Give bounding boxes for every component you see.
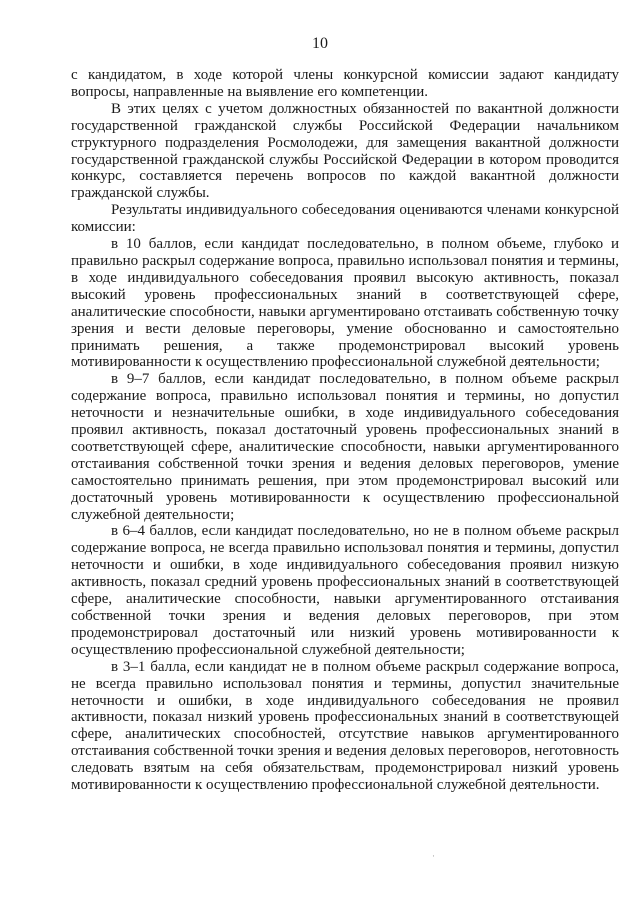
- paragraph-evaluation-intro: Результаты индивидуального собеседования оцениваются членами конкурсной комиссии:: [71, 202, 619, 236]
- paragraph-score-9-7: в 9–7 баллов, если кандидат последовательно, в полном объеме раскрыл содержание вопроса, правильно использовал понятия и термины, но допустил неточности и незначительные ошибки, в ходе индивидуального собеседования проявил активность, показал достаточный уровень профессиональных знаний в соответствующей сфере, аналитические способности, навыки аргументированного отстаивания собственной точки зрения и ведения деловых переговоров, умение самостоятельно принимать решения, при этом продемонстрировал высокий или достаточный уровень мотивированности к осуществлению профессиональной служебной деятельности;: [71, 371, 619, 523]
- document-body: [71, 67, 619, 794]
- paragraph-question-list: В этих целях с учетом должностных обязанностей по вакантной должности государственной гражданской службы Российской Федерации начальником структурного подразделения Росмолодежи, для замещения вакантной должности государственной гражданской службы Российской Федерации в котором проводится конкурс, составляется перечень вопросов по каждой вакантной должности гражданской службы.: [71, 100, 619, 202]
- paragraph-continuation: с кандидатом, в ходе которой члены конкурсной комиссии задают кандидату вопросы, направленные на выявление его компетенции.: [71, 67, 619, 100]
- page-number: 10: [312, 35, 328, 52]
- paragraph-score-10: в 10 баллов, если кандидат последовательно, в полном объеме, глубоко и правильно раскрыл содержание вопроса, правильно использовал понятия и термины, в ходе индивидуального собеседования проявил высокую активность, показал высокий уровень профессиональных знаний в соответствующей сфере, аналитические способности, навыки аргументировано отстаивать собственную точку зрения и вести деловые переговоры, умение обоснованно и самостоятельно принимать решения, а также продемонстрировал высокий уровень мотивированности к осуществлению профессиональной служебной деятельности;: [71, 236, 619, 371]
- scan-artifact: ·: [432, 851, 435, 861]
- paragraph-score-6-4: в 6–4 баллов, если кандидат последовательно, но не в полном объеме раскрыл содержание вопроса, не всегда правильно использовал понятия и термины, допустил неточности и ошибки, в ходе индивидуального собеседования проявил низкую активность, показал средний уровень профессиональных знаний в соответствующей сфере, аналитические способности, навыки аргументированного отстаивания собственной точки зрения и ведения деловых переговоров, при этом продемонстрировал достаточный или низкий уровень мотивированности к осуществлению профессиональной служебной деятельности;: [71, 523, 619, 658]
- paragraph-score-3-1: в 3–1 балла, если кандидат не в полном объеме раскрыл содержание вопроса, не всегда правильно использовал понятия и термины, допустил значительные неточности и ошибки, в ходе индивидуального собеседования не проявил активности, показал низкий уровень профессиональных знаний в соответствующей сфере, аналитических способностей, отсутствие навыков аргументированного отстаивания собственной точки зрения и ведения деловых переговоров, неготовность следовать взятым на себя обязательствам, продемонстрировал низкий уровень мотивированности к осуществлению профессиональной служебной деятельности.: [71, 658, 619, 794]
